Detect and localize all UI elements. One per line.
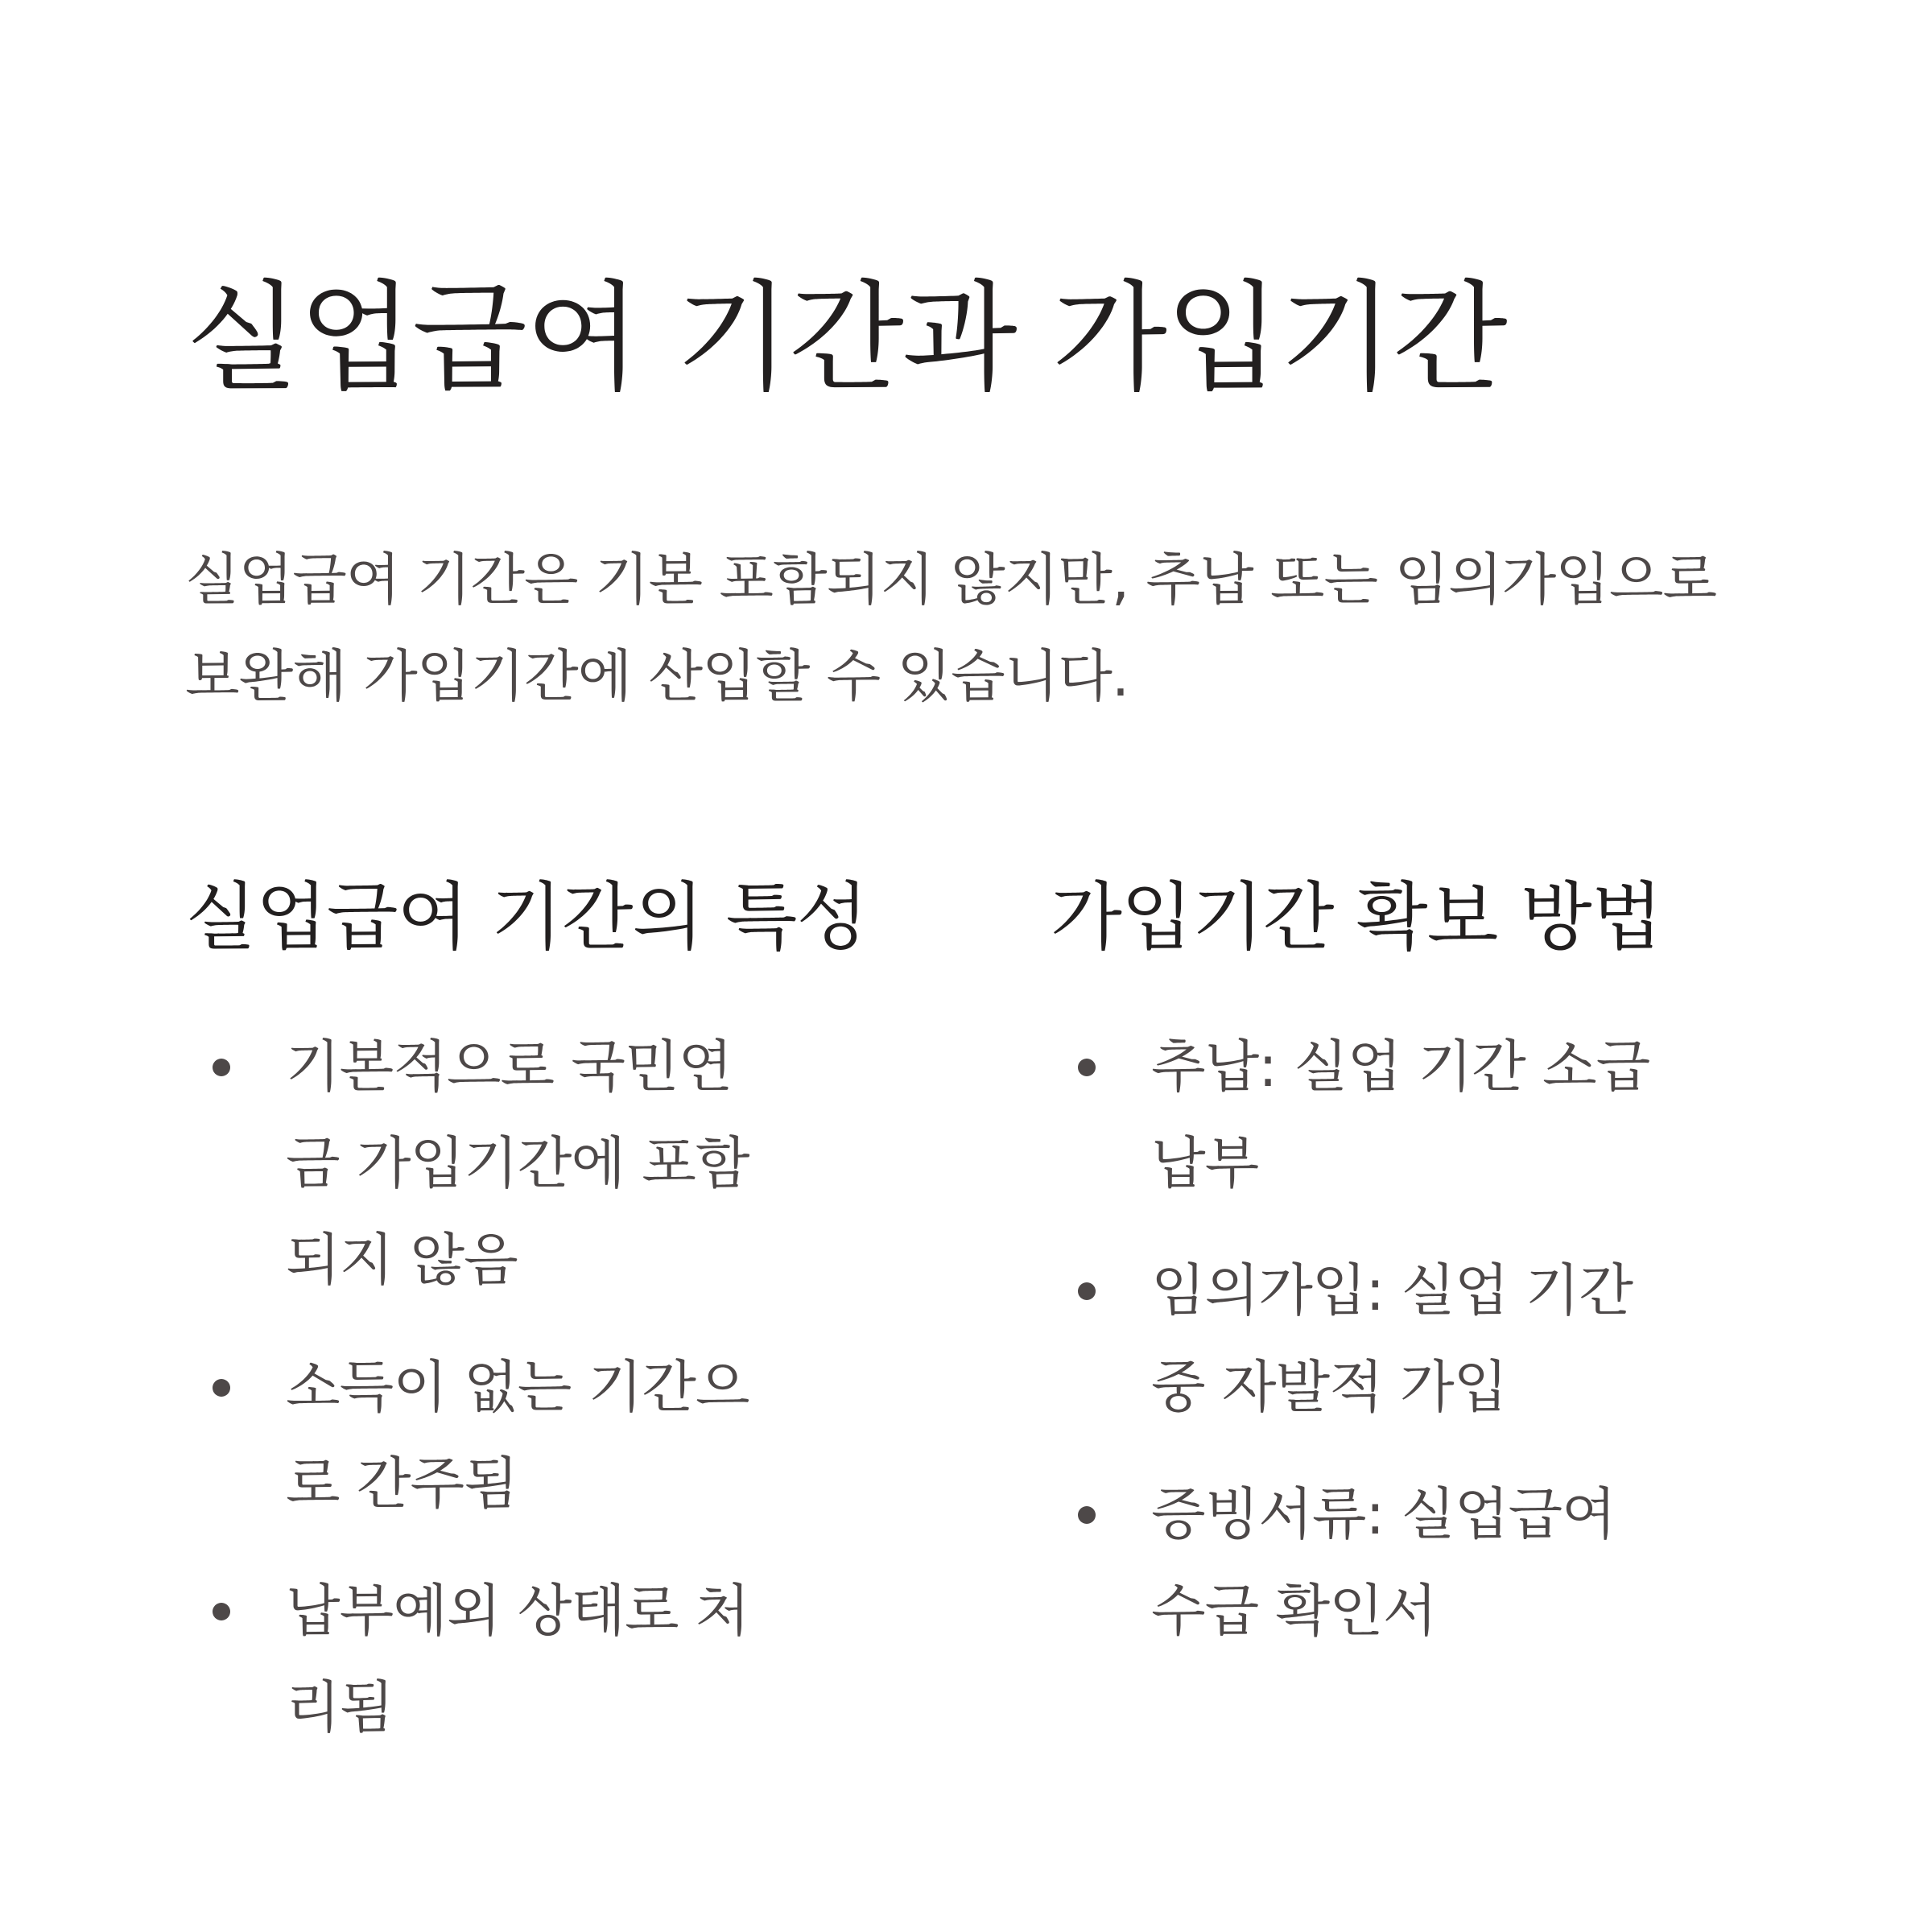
list-item-text: 추납: 실업 기간 소급 납부 — [1151, 1034, 1650, 1196]
left-bullet-list — [185, 1018, 894, 1756]
list-item — [185, 1339, 785, 1532]
list-item — [1051, 1018, 1650, 1212]
bullet-icon — [213, 1059, 230, 1076]
list-item-text: 납부예외 상태로 처리됨 — [286, 1578, 749, 1740]
list-item — [185, 1563, 785, 1756]
right-bullet-list — [1051, 1018, 1759, 1659]
bullet-icon — [1078, 1506, 1096, 1524]
list-item-text: 기본적으로 국민연금 가입기간에 포함되지 않음 — [286, 1034, 749, 1293]
left-column-heading: 실업급여 기간의 특성 — [185, 874, 868, 960]
bullet-icon — [1078, 1059, 1096, 1076]
bullet-icon — [1078, 1282, 1096, 1300]
list-item-text: 임의가입: 실업 기간 중 자발적 가입 — [1151, 1257, 1633, 1420]
list-item — [1051, 1466, 1650, 1659]
bullet-icon — [213, 1603, 230, 1620]
bullet-icon — [213, 1379, 230, 1397]
list-item-text: 증빙서류: 실업급여 수급 확인서 — [1151, 1481, 1616, 1644]
page-title: 실업급여 기간과 가입기간 — [185, 269, 1506, 407]
slide — [185, 0, 1747, 1932]
intro-paragraph: 실업급여 기간은 기본 포함되지 않지만, 추납 또는 임의가입으로 보완해 가입기간에 산입할 수 있습니다. — [185, 547, 1717, 709]
list-item — [1051, 1242, 1650, 1435]
right-column-heading: 가입기간 확보 방법 — [1051, 874, 1662, 960]
left-column — [185, 865, 894, 1786]
list-item — [185, 1018, 785, 1308]
list-item-text: 소득이 없는 기간으로 간주됨 — [286, 1354, 749, 1517]
right-column — [1051, 865, 1759, 1690]
